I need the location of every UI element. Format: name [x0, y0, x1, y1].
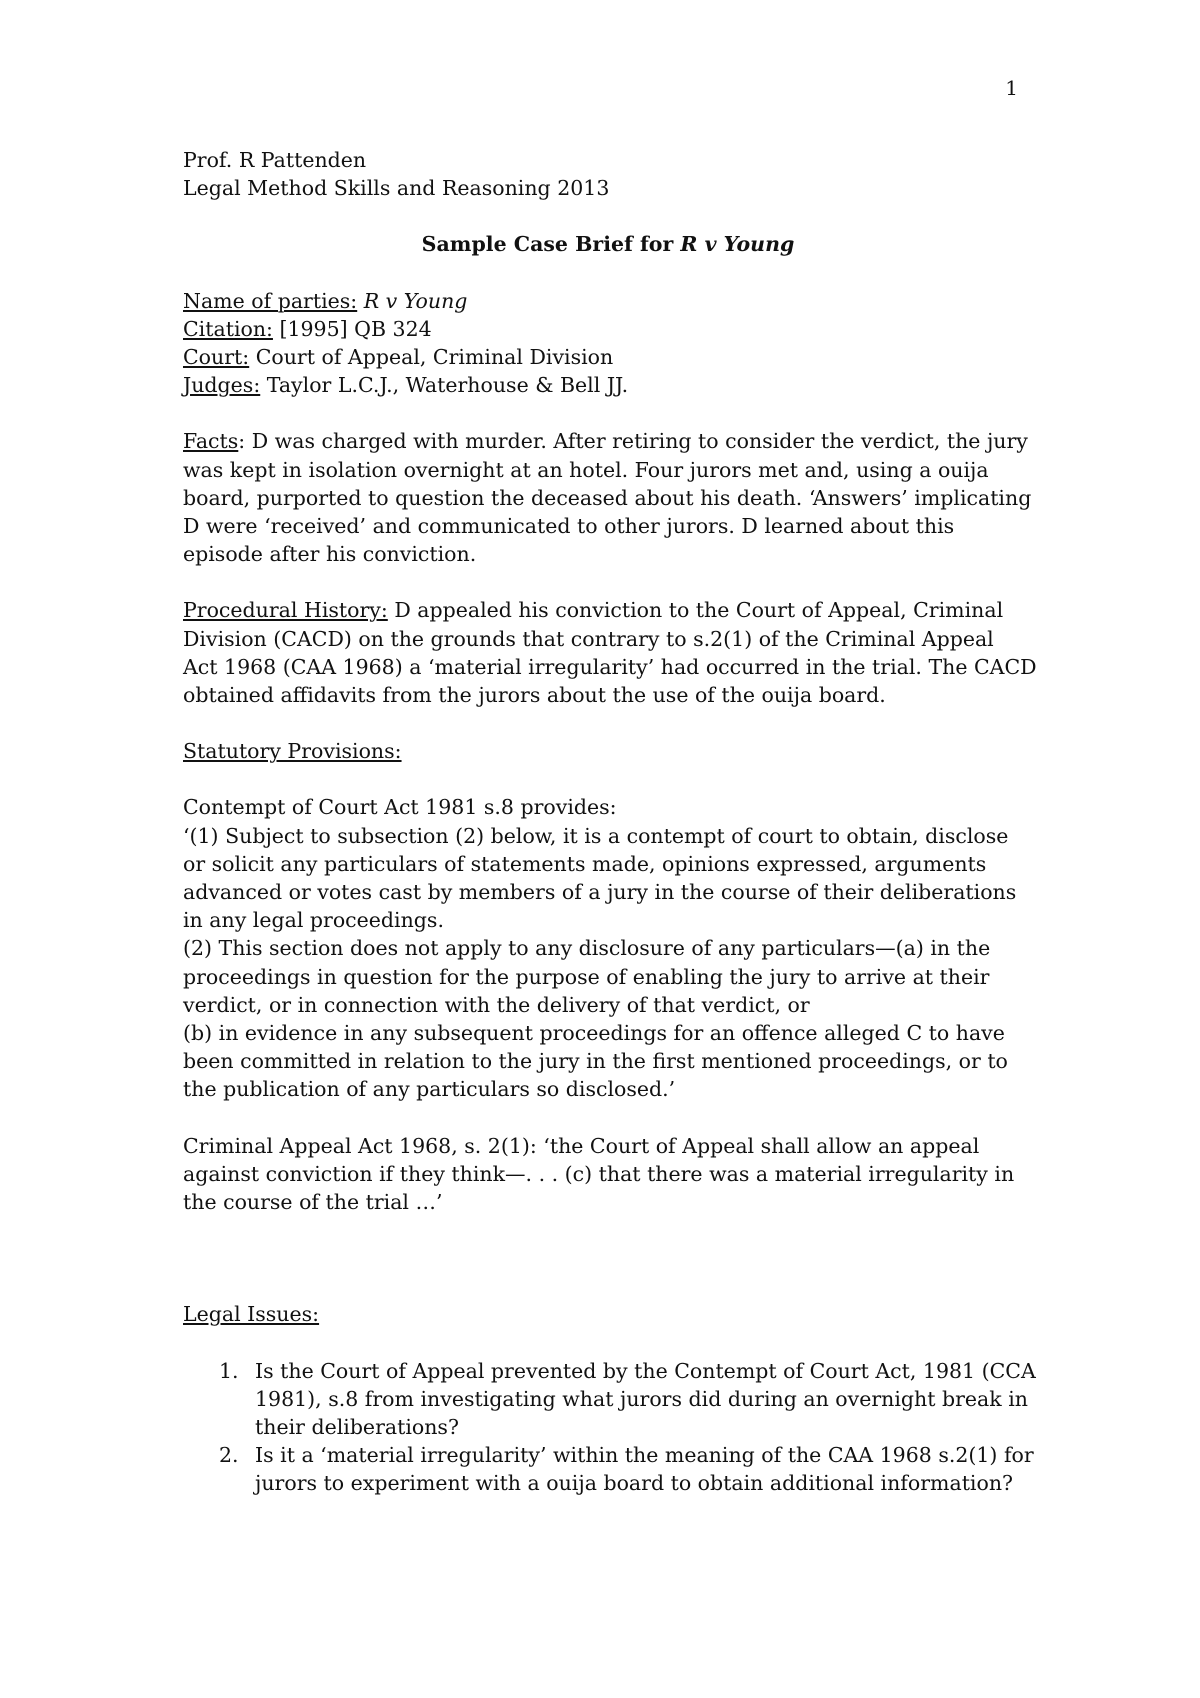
- cca-line: advanced or votes cast by members of a jury in the course of their deliberations: [183, 880, 1017, 905]
- procedural-text: D appealed his conviction to the Court of Appeal, Criminal: [387, 598, 1004, 623]
- cca-line: (b) in evidence in any subsequent proceedings for an offence alleged C to have: [183, 1021, 1005, 1046]
- spacer: [183, 1216, 1033, 1300]
- legal-issues-section: [183, 1300, 1036, 1497]
- document-body: [183, 146, 1037, 1498]
- cca-line: Contempt of Court Act 1981 s.8 provides:: [183, 795, 617, 820]
- cca-line: been committed in relation to the jury in the first mentioned proceedings, or to: [183, 1049, 1008, 1074]
- list-item-number: 2.: [219, 1443, 239, 1468]
- procedural-line: [183, 596, 1033, 624]
- court-line: [183, 343, 1033, 371]
- parties-line: [183, 287, 1033, 315]
- author-line: Prof. R Pattenden: [183, 148, 367, 172]
- cca-line: in any legal proceedings.: [183, 908, 444, 933]
- page-number: 1: [1005, 76, 1018, 100]
- judges-label: Judges:: [183, 373, 261, 398]
- judges-value: Taylor L.C.J., Waterhouse & Bell JJ.: [260, 373, 629, 398]
- legal-issues-list: [183, 1357, 1036, 1498]
- caa-line: Criminal Appeal Act 1968, s. 2(1): ‘the Court of Appeal shall allow an appeal: [183, 1133, 980, 1158]
- issue-line: jurors to experiment with a ouija board to obtain additional information?: [255, 1471, 1014, 1496]
- court-label: Court:: [183, 345, 250, 370]
- header-block: [183, 146, 1033, 202]
- procedural-history-section: [183, 596, 1037, 709]
- procedural-line: Act 1968 (CAA 1968) a ‘material irregularity’ had occurred in the trial. The CACD: [183, 654, 1037, 679]
- legal-issues-label: Legal Issues:: [183, 1302, 320, 1327]
- caa-provision: [183, 1132, 1033, 1217]
- case-info-block: [183, 287, 1033, 400]
- procedural-line: obtained affidavits from the jurors about the use of the ouija board.: [183, 683, 886, 708]
- cca-line: (2) This section does not apply to any disclosure of any particulars—(a) in the: [183, 936, 991, 961]
- statutory-heading-block: [183, 737, 1033, 765]
- issue-line: 1981), s.8 from investigating what jurors did during an overnight break in: [255, 1386, 1028, 1411]
- cca-line: verdict, or in connection with the delivery of that verdict, or: [183, 992, 810, 1017]
- procedural-line: Division (CACD) on the grounds that contrary to s.2(1) of the Criminal Appeal: [183, 626, 994, 651]
- list-item: [183, 1357, 1036, 1442]
- course-line: Legal Method Skills and Reasoning 2013: [183, 176, 610, 201]
- parties-label: Name of parties:: [183, 288, 358, 313]
- caa-line: against conviction if they think—. . . (c) that there was a material irregularity in: [183, 1161, 1015, 1186]
- statutory-label: Statutory Provisions:: [183, 739, 402, 764]
- facts-line: episode after his conviction.: [183, 542, 477, 567]
- facts-label: Facts: [183, 429, 239, 454]
- list-item: [183, 1441, 1033, 1497]
- cca-line: ‘(1) Subject to subsection (2) below, it is a contempt of court to obtain, disclose: [183, 823, 1009, 848]
- issue-line: Is the Court of Appeal prevented by the Contempt of Court Act, 1981 (CCA: [255, 1358, 1036, 1383]
- citation-value: [1995] QB 324: [272, 316, 432, 341]
- facts-line: [183, 427, 1033, 455]
- citation-line: [183, 315, 1033, 343]
- issue-line: their deliberations?: [255, 1414, 459, 1439]
- title-case-name: R v Young: [680, 232, 795, 257]
- caa-line: the course of the trial …’: [183, 1190, 443, 1215]
- court-value: Court of Appeal, Criminal Division: [249, 345, 614, 370]
- procedural-label: Procedural History:: [183, 598, 388, 623]
- facts-line: was kept in isolation overnight at an hotel. Four jurors met and, using a ouija: [183, 457, 989, 482]
- judges-line: [183, 371, 1033, 399]
- facts-section: [183, 427, 1033, 568]
- issue-line: Is it a ‘material irregularity’ within the meaning of the CAA 1968 s.2(1) for: [255, 1443, 1034, 1468]
- cca-provision: [183, 793, 1033, 1103]
- list-item-number: 1.: [219, 1358, 239, 1383]
- parties-value: R v Young: [363, 288, 468, 313]
- cca-line: proceedings in question for the purpose of enabling the jury to arrive at their: [183, 964, 990, 989]
- citation-label: Citation:: [183, 316, 273, 341]
- facts-line: D were ‘received’ and communicated to other jurors. D learned about this: [183, 514, 955, 539]
- cca-line: the publication of any particulars so disclosed.’: [183, 1077, 676, 1102]
- title-prefix: Sample Case Brief for: [421, 232, 681, 257]
- facts-line: board, purported to question the deceased about his death. ‘Answers’ implicating: [183, 485, 1032, 510]
- facts-text: : D was charged with murder. After retiring to consider the verdict, the jury: [238, 429, 1028, 454]
- cca-line: or solicit any particulars of statements made, opinions expressed, arguments: [183, 851, 987, 876]
- document-title: [183, 230, 1033, 258]
